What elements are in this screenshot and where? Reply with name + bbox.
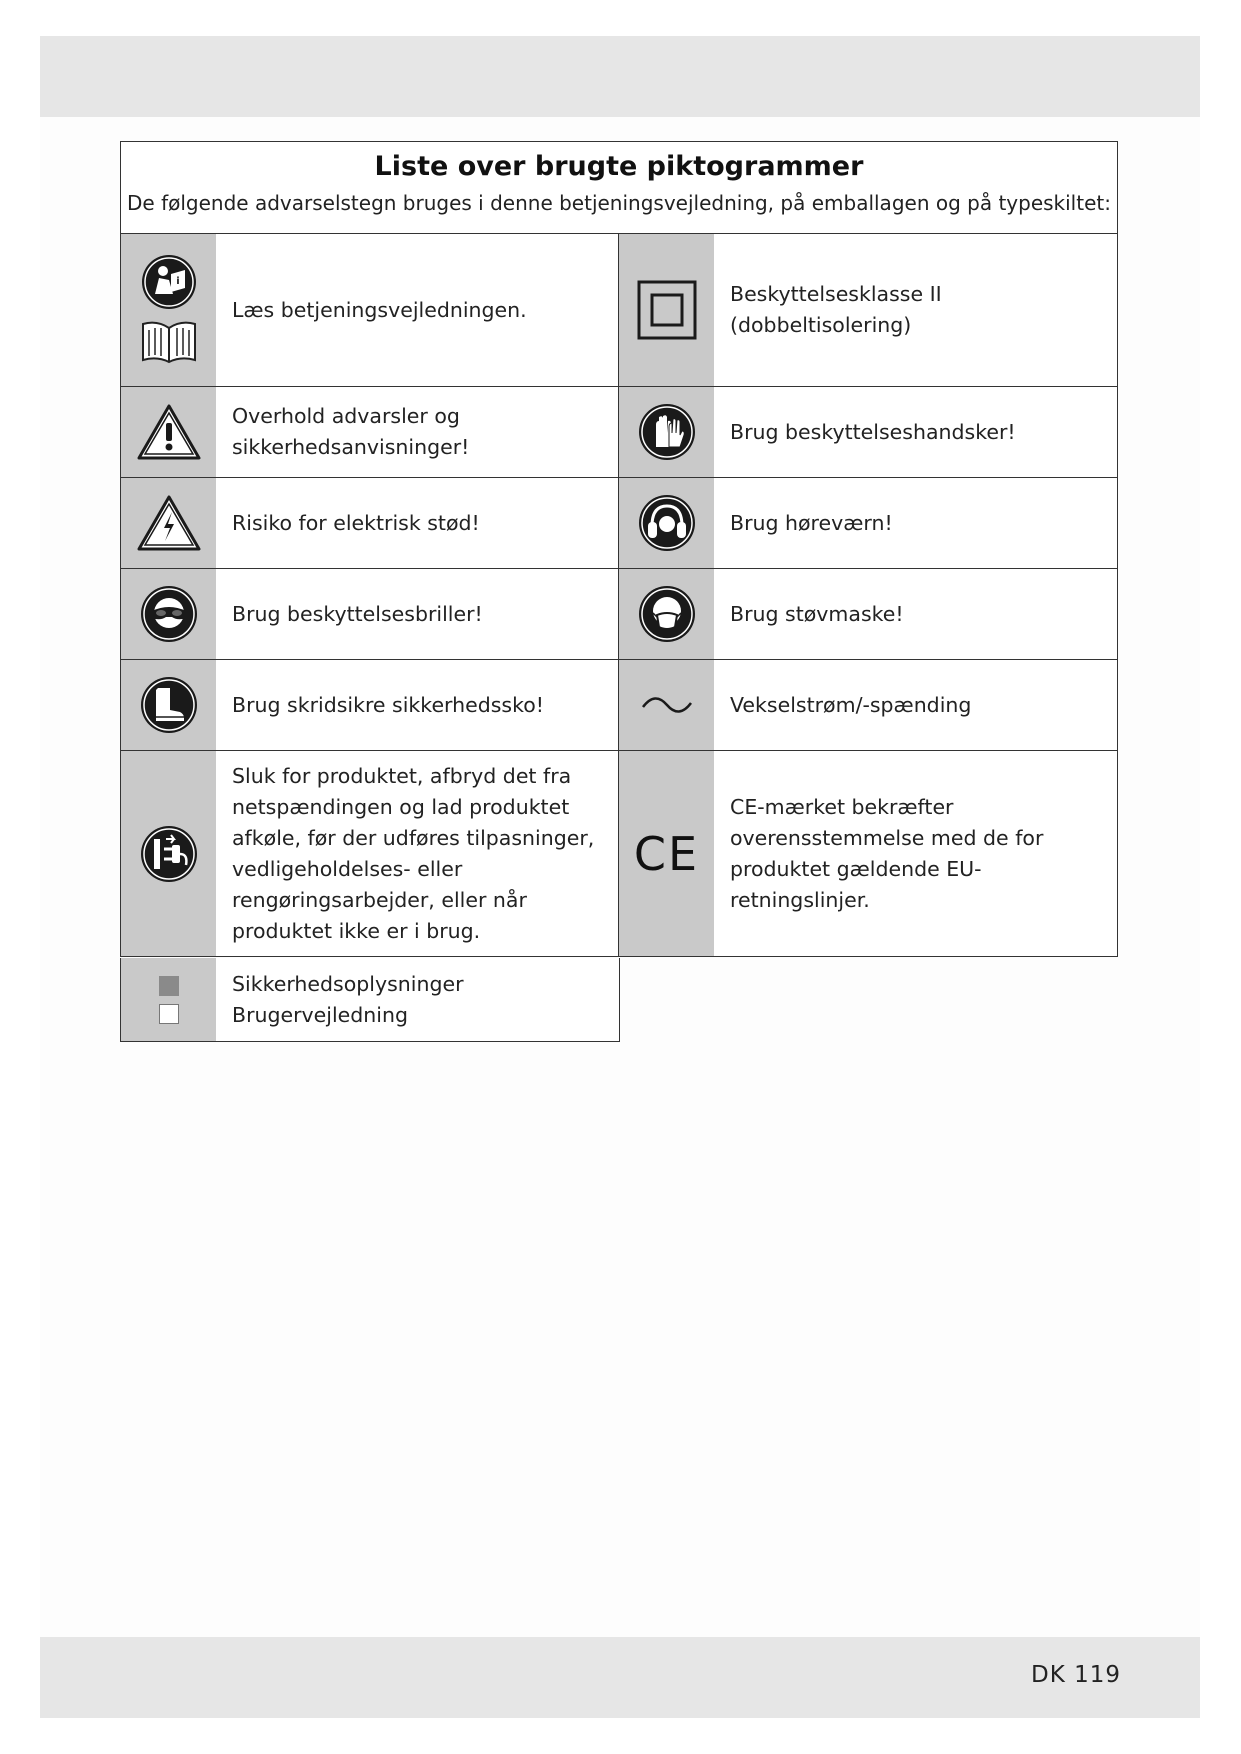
svg-text:i: i [175,276,180,287]
icon-column [619,478,714,568]
cell-text: Sluk for produktet, afbryd det fra netspændingen og lad produktet afkøle, før der udføres tilpasninger, vedligeholdelses- eller rengøringsarbejder, eller når produktet ikke er i brug. [232,763,595,943]
table-cell [121,660,619,750]
bottom-band [40,1637,1200,1718]
protection-class-ii-icon [636,279,698,341]
icon-column [121,478,216,568]
unplug-icon [140,825,198,883]
icon-column [619,751,714,956]
table-row [121,569,1117,660]
table-header [121,142,1117,234]
pictogram-table [120,141,1118,957]
page-number: DK 119 [1030,1662,1121,1688]
cell-text: Beskyttelsesklasse II (dobbeltisolering) [730,282,942,337]
table-cell [121,751,619,956]
cell-text: Vekselstrøm/-spænding [730,692,972,717]
warning-triangle-icon [136,403,202,461]
ac-dc-icon [637,685,697,725]
gloves-icon [638,403,696,461]
page-subtitle: De følgende advarselstegn bruges i denne betjeningsvejledning, på emballagen og på typeskiltet: [127,191,1111,215]
icon-column [121,958,216,1041]
cell-text: Brug høreværn! [730,510,893,535]
table-cell [121,387,619,477]
ear-protection-icon [638,494,696,552]
cell-text [216,958,619,1041]
table-cell [121,569,619,659]
read-manual-icon [141,254,197,310]
legend-safety-info: Sikkerhedsoplysninger [232,971,464,996]
icon-column [121,751,216,956]
cell-text: Brug støvmaske! [730,601,904,626]
icon-column [121,569,216,659]
icon-column [619,387,714,477]
icon-column [121,234,216,386]
table-row [121,751,1117,956]
safety-goggles-icon [140,585,198,643]
table-cell [619,234,1117,386]
table-cell [121,234,619,386]
table-row [121,660,1117,751]
top-band [40,36,1200,117]
icon-column [619,234,714,386]
icon-column [121,387,216,477]
icon-column [619,569,714,659]
cell-text: Læs betjeningsvejledningen. [232,297,527,322]
cell-text: Overhold advarsler og sikkerhedsanvisninger! [232,404,470,459]
cell-text: Brug beskyttelsesbriller! [232,601,483,626]
table-cell [619,569,1117,659]
electric-shock-icon [136,494,202,552]
table-row [121,387,1117,478]
open-book-icon [139,318,199,366]
table-row [121,478,1117,569]
table-row [121,234,1117,387]
cell-text: Brug beskyttelseshandsker! [730,419,1016,444]
safety-boots-icon [140,676,198,734]
dark-square-icon [159,976,179,996]
dust-mask-icon [638,585,696,643]
legend-user-manual: Brugervejledning [232,1002,408,1027]
table-cell [619,478,1117,568]
ce-mark-icon: CE [633,826,700,881]
table-cell [619,660,1117,750]
cell-text: Brug skridsikre sikkerhedssko! [232,692,545,717]
table-row [120,958,620,1042]
light-square-icon [159,1004,179,1024]
page-title: Liste over brugte piktogrammer [374,151,864,182]
table-cell [619,387,1117,477]
cell-text: Risiko for elektrisk stød! [232,510,480,535]
table-cell [619,751,1117,956]
table-cell [121,478,619,568]
icon-column [121,660,216,750]
cell-text: CE-mærket bekræfter overensstemmelse med de for produktet gældende EU-retningslinjer. [730,794,1044,912]
icon-column [619,660,714,750]
